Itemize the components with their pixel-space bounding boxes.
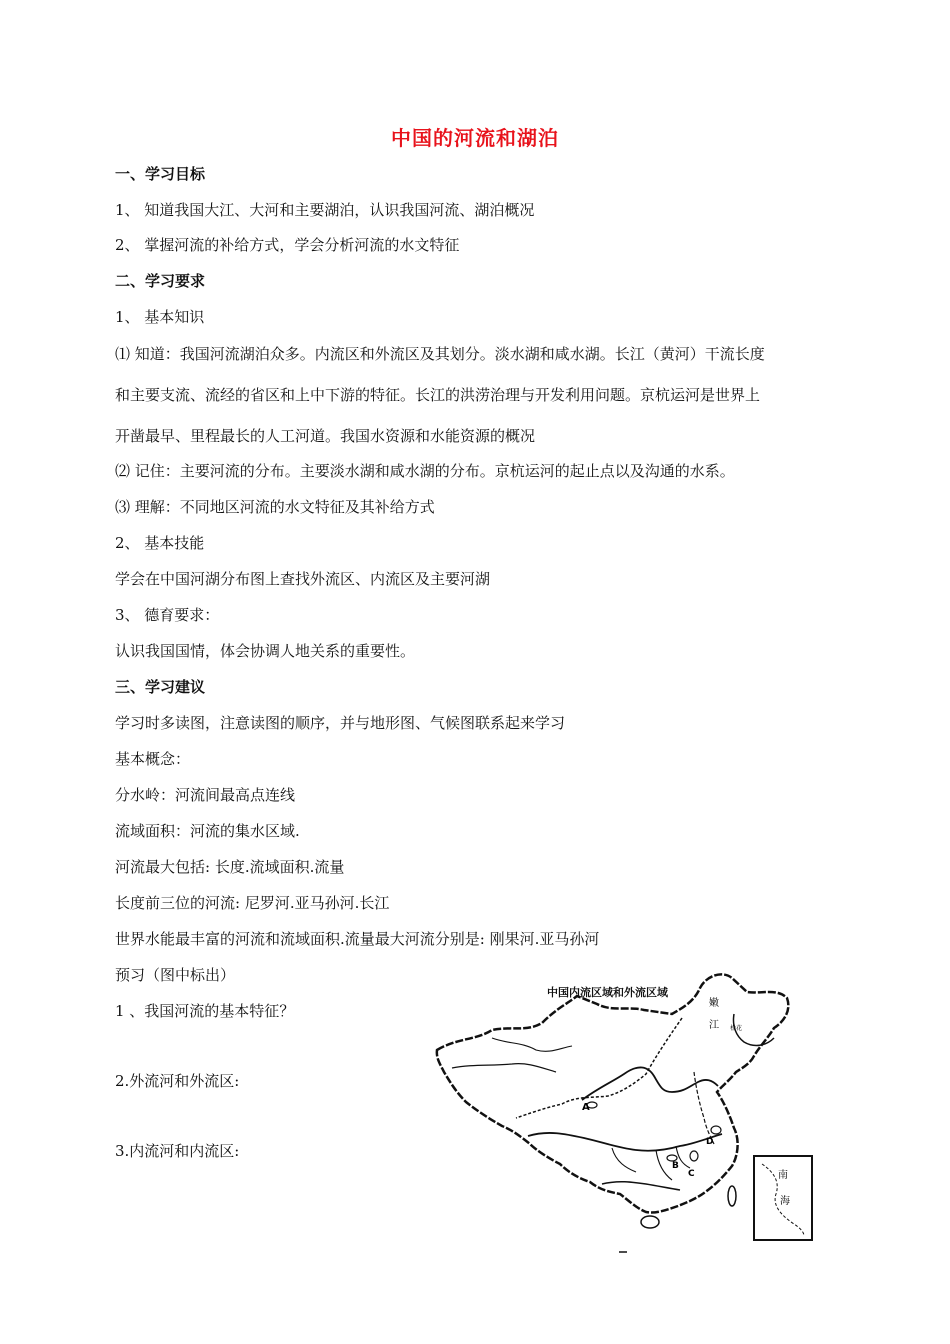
- section-heading-suggestions: 三、学习建议: [115, 678, 206, 696]
- country-outline: [437, 974, 788, 1212]
- lake-c: [690, 1151, 698, 1161]
- paragraph-line: ⑴ 知道：我国河流湖泊众多。内流区和外流区及其划分。淡水湖和咸水湖。长江（黄河）干流长度: [115, 345, 765, 363]
- section-heading-goals: 一、学习目标: [115, 165, 206, 183]
- hainan-island: [641, 1216, 659, 1228]
- paragraph-line: ⑵ 记住：主要河流的分布。主要淡水湖和咸水湖的分布。京杭运河的起止点以及沟通的水系。: [115, 462, 735, 480]
- subsection-basic-skills: 2、 基本技能: [115, 534, 205, 552]
- paragraph-line: 和主要支流、流经的省区和上中下游的特征。长江的洪涝治理与开发利用问题。京杭运河是世界上: [115, 386, 761, 404]
- paragraph-line: 河流最大包括: 长度.流域面积.流量: [115, 858, 345, 876]
- question-line: 3.内流河和内流区:: [115, 1142, 240, 1160]
- label-a: A: [582, 1102, 590, 1113]
- paragraph-line: 世界水能最丰富的河流和流域面积.流量最大河流分别是: 刚果河.亚马孙河: [115, 930, 600, 948]
- subsection-moral: 3、 德育要求：: [115, 606, 220, 624]
- label-hai: 海: [780, 1196, 790, 1207]
- label-jiang: 江: [709, 1020, 719, 1031]
- taiwan-island: [728, 1186, 736, 1206]
- paragraph-line: 分水岭：河流间最高点连线: [115, 786, 296, 804]
- yangtze-river: [528, 1133, 722, 1151]
- goal-item: 1、 知道我国大江、大河和主要湖泊，认识我国河流、湖泊概况: [115, 201, 535, 219]
- paragraph-line: 学习时多读图，注意读图的顺序，并与地形图、气候图联系起来学习: [115, 714, 566, 732]
- label-d: D: [706, 1137, 714, 1147]
- label-nen: 嫩: [709, 998, 719, 1009]
- lake-d: [711, 1126, 721, 1134]
- label-nan: 南: [778, 1170, 788, 1181]
- paragraph-line: 认识我国国情，体会协调人地关系的重要性。: [115, 642, 416, 660]
- label-b: B: [672, 1161, 679, 1171]
- china-drainage-map: [432, 968, 832, 1258]
- label-songhua: 松花: [730, 1025, 743, 1032]
- question-line: 1 、我国河流的基本特征？: [115, 1002, 295, 1020]
- goal-item: 2、 掌握河流的补给方式，学会分析河流的水文特征: [115, 236, 460, 254]
- question-line: 2.外流河和外流区:: [115, 1072, 240, 1090]
- paragraph-line: 预习（图中标出）: [115, 966, 236, 984]
- paragraph-line: 流域面积：河流的集水区域.: [115, 822, 300, 840]
- northwest-river: [492, 1038, 572, 1051]
- pearl-river: [602, 1182, 680, 1190]
- paragraph-line: 基本概念：: [115, 750, 191, 768]
- section-heading-requirements: 二、学习要求: [115, 272, 206, 290]
- label-c: C: [688, 1169, 695, 1179]
- page-title: 中国的河流和湖泊: [391, 126, 559, 150]
- paragraph-line: 开凿最早、里程最长的人工河道。我国水资源和水能资源的概况: [115, 427, 536, 445]
- paragraph-line: ⑶ 理解：不同地区河流的水文特征及其补给方式: [115, 498, 435, 516]
- tarim-river: [452, 1064, 556, 1072]
- map-title: 中国内流区域和外流区域: [547, 986, 668, 999]
- subsection-basic-knowledge: 1、 基本知识: [115, 308, 205, 326]
- paragraph-line: 长度前三位的河流: 尼罗河.亚马孙河.长江: [115, 894, 390, 912]
- yellow-river: [582, 1067, 718, 1100]
- paragraph-line: 学会在中国河湖分布图上查找外流区、内流区及主要河湖: [115, 570, 491, 588]
